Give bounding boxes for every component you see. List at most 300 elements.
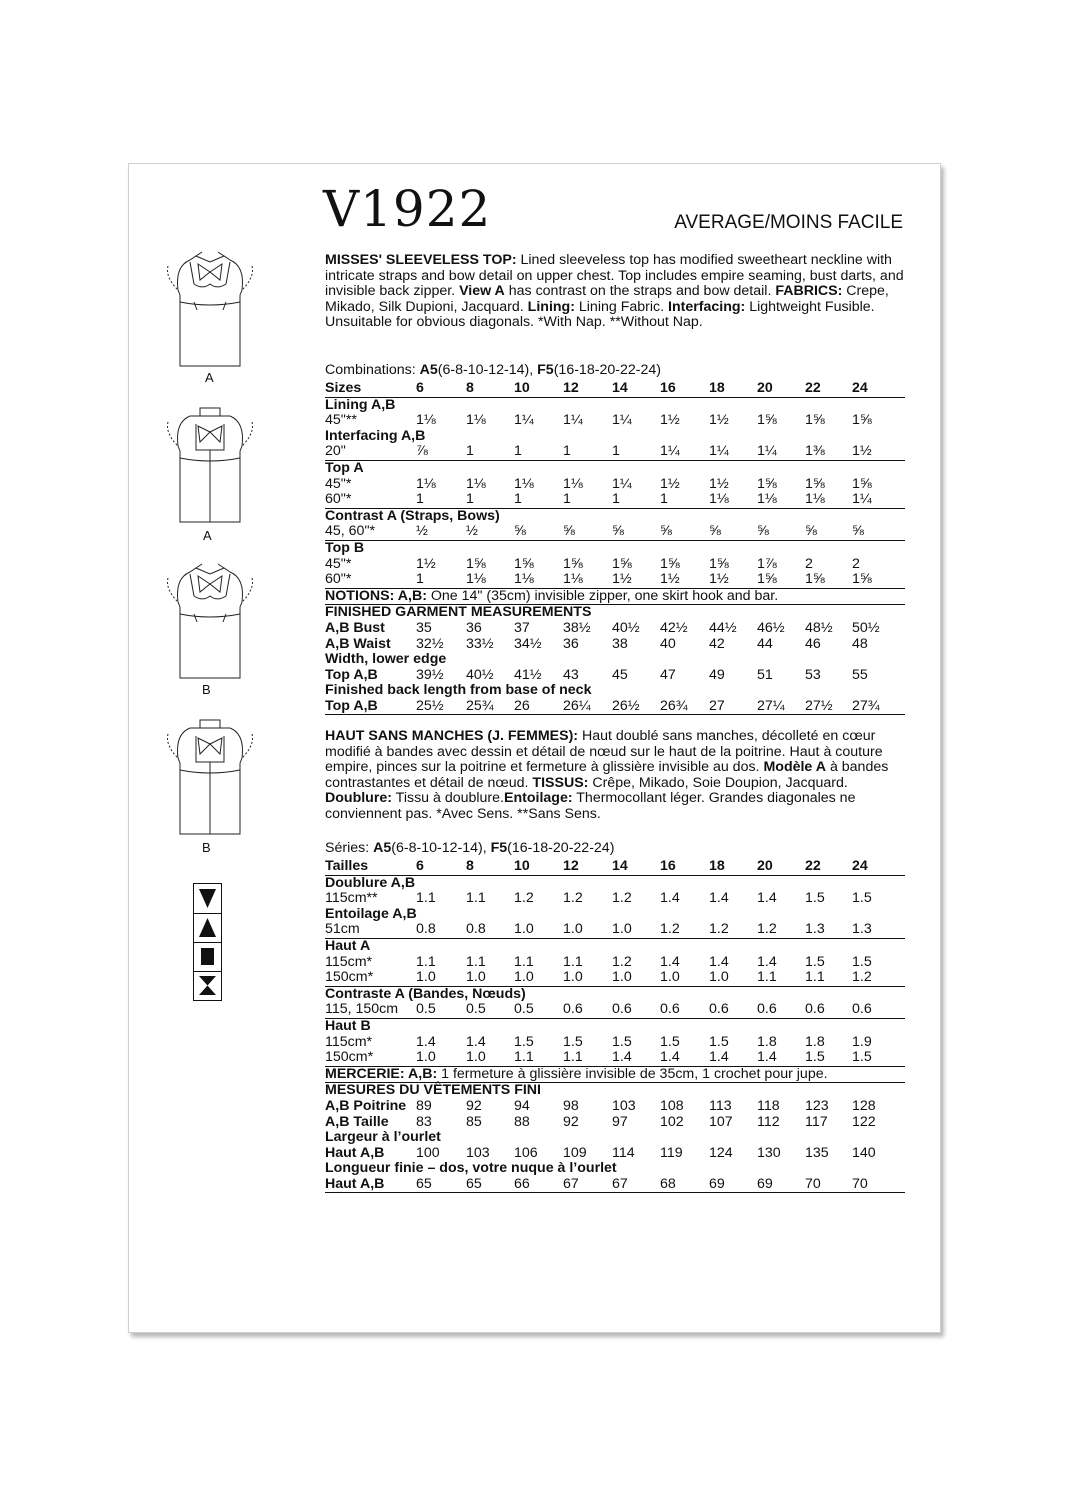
table-cell: 108: [660, 1097, 684, 1114]
table-cell: 1¼: [612, 475, 632, 492]
table-cell: 1.5: [612, 1033, 632, 1050]
view-a-label: Modèle A: [763, 759, 826, 776]
desc-text: Lined sleeveless top has modified sweetheart neckline with intricate straps and bow detail on upper chest. Top includes empire seaming, bust darts, and invisible back zipper.: [325, 252, 904, 300]
measurements-title: MESURES DU VÊTEMENTS FINI: [325, 1082, 905, 1099]
table-cell: 26: [514, 697, 530, 714]
size-header-cell: 6: [416, 380, 424, 396]
table-cell: 49: [709, 666, 725, 683]
table-row: [325, 557, 905, 573]
view-a-text: à bandes contrastantes et détail de nœud.: [325, 759, 889, 791]
table-cell: 1½: [709, 412, 729, 429]
table-cell: 1.2: [612, 953, 632, 970]
table-cell: 1⅛: [466, 571, 486, 588]
measurement-subtitle: Finished back length from base of neck: [325, 682, 592, 699]
table-cell: 1⅜: [805, 443, 825, 460]
table-cell: 1⅛: [514, 571, 534, 588]
table-cell: 1.4: [709, 953, 729, 970]
view-a-text: has contrast on the straps and bow detail.: [504, 283, 776, 300]
notions-line: [325, 588, 905, 605]
table-end-rule: [325, 1192, 905, 1193]
row-label: 115, 150cm: [325, 1001, 399, 1018]
table-cell: 92: [563, 1113, 579, 1130]
table-cell: 1.5: [563, 1033, 583, 1050]
table-cell: 1.2: [852, 969, 872, 986]
table-cell: 1⅝: [660, 555, 680, 572]
table-cell: 27¾: [852, 697, 880, 714]
table-cell: 103: [612, 1097, 636, 1114]
table-cell: 1⅝: [852, 571, 872, 588]
table-cell: 1.0: [563, 969, 583, 986]
row-label: 115cm*: [325, 953, 373, 970]
measurements-title: FINISHED GARMENT MEASUREMENTS: [325, 604, 905, 621]
size-header-cell: 20: [757, 380, 773, 396]
fabric-group-title: Contrast A (Straps, Bows): [325, 508, 905, 525]
table-cell: 1.0: [514, 921, 534, 938]
table-cell: 119: [660, 1144, 683, 1161]
table-row: [325, 891, 905, 907]
table-cell: 1.4: [757, 953, 777, 970]
table-cell: 107: [709, 1113, 733, 1130]
table-cell: 40½: [612, 619, 640, 636]
comb-a: A5: [419, 362, 438, 378]
table-cell: 1.4: [660, 890, 680, 907]
desc-title: HAUT SANS MANCHES (J. FEMMES):: [325, 728, 579, 744]
table-cell: 1: [563, 491, 571, 508]
table-cell: 1½: [709, 475, 729, 492]
table-cell: 1⅛: [805, 491, 825, 508]
table-cell: 37: [514, 619, 530, 636]
table-cell: 1: [416, 491, 424, 508]
table-cell: 1⅝: [466, 555, 486, 572]
table-cell: 0.6: [709, 1001, 729, 1018]
table-cell: 1.1: [466, 890, 486, 907]
table-cell: 0.6: [805, 1001, 825, 1018]
fabrics-label: TISSUS:: [532, 774, 589, 791]
table-cell: 130: [757, 1144, 781, 1161]
table-cell: 0.5: [514, 1001, 534, 1018]
table-cell: 1.9: [852, 1033, 872, 1050]
table-cell: 66: [514, 1175, 530, 1192]
table-cell: 1.1: [514, 953, 534, 970]
table-cell: 50½: [852, 619, 880, 636]
table-cell: 46½: [757, 619, 785, 636]
table-cell: 70: [805, 1175, 821, 1192]
view-a-front-flat: [160, 250, 260, 390]
row-label: 150cm*: [325, 969, 374, 986]
table-cell: 1.4: [709, 1049, 729, 1066]
table-cell: 1⅝: [852, 412, 872, 429]
table-cell: ½: [466, 523, 478, 540]
table-cell: ⅝: [757, 523, 769, 540]
table-cell: 34½: [514, 635, 542, 652]
size-header-cell: 24: [852, 380, 868, 396]
size-header-cell: 12: [563, 380, 579, 396]
table-cell: 113: [709, 1097, 732, 1114]
top-back-drawing: [160, 406, 260, 526]
fabric-group-title: Contraste A (Bandes, Nœuds): [325, 986, 905, 1003]
table-row: [325, 572, 905, 588]
table-cell: 1.4: [466, 1033, 486, 1050]
comb-a: A5: [373, 840, 392, 856]
table-cell: 65: [466, 1175, 482, 1192]
table-row: [325, 668, 905, 684]
table-cell: 1.4: [416, 1033, 436, 1050]
notions-label: MERCERIE: A,B:: [325, 1065, 438, 1082]
table-cell: ⅝: [563, 523, 575, 540]
interfacing-label: Entoilage:: [504, 790, 573, 807]
table-cell: 45: [612, 666, 628, 683]
table-cell: 38: [612, 635, 628, 652]
table-cell: 1.1: [757, 969, 777, 986]
desc-text: Haut doublé sans manches, décolleté en cœur modifié à bandes avec dessin et détail de nœud sur le haut de la poitrine. Haut à couture empire, pinces sur la poitrine et fermeture à glissière invisible au dos.: [325, 728, 883, 776]
comb-f-sizes: (16-18-20-22-24): [507, 840, 615, 856]
comb-f-sizes: (16-18-20-22-24): [553, 362, 661, 378]
table-cell: 25½: [416, 697, 444, 714]
table-cell: 1½: [416, 555, 436, 572]
table-cell: 92: [466, 1097, 482, 1114]
table-cell: 1.2: [563, 890, 583, 907]
table-cell: 1⅛: [466, 412, 486, 429]
top-front-drawing: [160, 562, 260, 682]
table-cell: 26¾: [660, 697, 688, 714]
table-cell: 0.6: [563, 1001, 583, 1018]
fabric-group-title: Haut A: [325, 938, 905, 955]
fabrics-label: FABRICS:: [775, 283, 843, 300]
table-cell: 26¼: [563, 697, 591, 714]
english-yardage-table: [325, 381, 905, 715]
lining-label: Doublure:: [325, 790, 392, 807]
size-header-cell: 8: [466, 380, 474, 396]
size-header-cell: 14: [612, 380, 628, 396]
french-yardage-table: [325, 859, 905, 1193]
table-cell: 1.4: [757, 890, 777, 907]
table-cell: 1.0: [612, 969, 632, 986]
desc-title: MISSES' SLEEVELESS TOP:: [325, 252, 517, 268]
table-cell: 1⅛: [709, 491, 729, 508]
difficulty-level: AVERAGE/MOINS FACILE: [674, 212, 903, 233]
comb-f: F5: [490, 840, 508, 856]
measurement-subtitle: Longueur finie – dos, votre nuque à l’ourlet: [325, 1160, 617, 1177]
sizes-label: Tailles: [325, 858, 369, 874]
size-header-cell: 14: [612, 858, 628, 874]
table-cell: 1.1: [416, 953, 436, 970]
table-row: [325, 1146, 905, 1162]
table-cell: ⅝: [709, 523, 721, 540]
triangle-up-icon: [194, 913, 221, 943]
table-cell: 1.5: [852, 890, 872, 907]
table-cell: 1⅝: [805, 412, 825, 429]
table-cell: 26½: [612, 697, 640, 714]
table-row: [325, 1115, 905, 1131]
size-header-cell: 20: [757, 858, 773, 874]
row-label: 150cm*: [325, 1049, 374, 1066]
table-cell: 124: [709, 1144, 733, 1161]
table-cell: 35: [416, 619, 432, 636]
table-cell: 128: [852, 1097, 876, 1114]
table-cell: 94: [514, 1097, 530, 1114]
row-label: Top A,B: [325, 697, 378, 714]
table-cell: 118: [757, 1097, 780, 1114]
table-cell: 1.4: [660, 1049, 680, 1066]
table-cell: 1.0: [612, 921, 632, 938]
table-cell: 1.5: [805, 890, 825, 907]
table-cell: 1.5: [514, 1033, 534, 1050]
table-cell: 53: [805, 666, 821, 683]
fabrics-text: Crepe, Mikado, Silk Dupioni, Jacquard.: [325, 283, 889, 315]
table-cell: 40: [660, 635, 676, 652]
table-row: [325, 1177, 905, 1193]
table-cell: 114: [612, 1144, 635, 1161]
lining-text: Lining Fabric.: [574, 298, 669, 315]
row-label: 45"**: [325, 412, 357, 429]
table-cell: 1¼: [660, 443, 680, 460]
table-cell: 27½: [805, 697, 833, 714]
pattern-number: V1922: [323, 180, 492, 238]
fabric-group-title: Lining A,B: [325, 396, 396, 413]
table-cell: 100: [416, 1144, 440, 1161]
table-cell: 85: [466, 1113, 482, 1130]
size-header-cell: 18: [709, 380, 725, 396]
table-cell: 33½: [466, 635, 494, 652]
comb-prefix: Combinations:: [325, 362, 420, 378]
table-cell: 1: [563, 443, 571, 460]
table-cell: 1⅝: [805, 571, 825, 588]
table-cell: 1⅝: [514, 555, 534, 572]
row-label: Top A,B: [325, 666, 378, 683]
table-cell: 98: [563, 1097, 579, 1114]
table-cell: 1⅝: [757, 475, 777, 492]
table-cell: 1.8: [805, 1033, 825, 1050]
table-cell: 48½: [805, 619, 833, 636]
square-icon: [194, 942, 221, 972]
table-cell: 1.0: [709, 969, 729, 986]
table-cell: 1.1: [563, 953, 583, 970]
row-label: 60"*: [325, 491, 352, 508]
triangle-down-icon: [194, 884, 221, 914]
sizes-label: Sizes: [325, 380, 362, 396]
table-cell: 1¼: [612, 412, 632, 429]
row-label: 45"*: [325, 555, 352, 572]
table-cell: 1: [612, 491, 620, 508]
table-cell: 1½: [660, 571, 680, 588]
table-cell: 123: [805, 1097, 829, 1114]
table-cell: 1⅛: [466, 475, 486, 492]
row-label: 45, 60"*: [325, 523, 376, 540]
row-label: 51cm: [325, 921, 360, 938]
table-cell: 112: [757, 1113, 780, 1130]
table-cell: 1: [416, 571, 424, 588]
table-row: [325, 492, 905, 508]
table-cell: 117: [805, 1113, 828, 1130]
table-cell: 1½: [612, 571, 632, 588]
english-description: [325, 253, 905, 331]
table-cell: 0.8: [466, 921, 486, 938]
row-label: A,B Poitrine: [325, 1097, 407, 1114]
table-cell: 1.5: [660, 1033, 680, 1050]
table-end-rule: [325, 714, 905, 715]
top-front-drawing: [160, 250, 260, 370]
view-a-label: View A: [459, 283, 505, 300]
view-a-back-flat: [160, 406, 260, 546]
table-cell: 89: [416, 1097, 432, 1114]
size-header-cell: 22: [805, 380, 821, 396]
row-label: Haut A,B: [325, 1144, 385, 1161]
table-cell: 1¼: [852, 491, 872, 508]
comb-a-sizes: (6-8-10-12-14),: [391, 840, 491, 856]
table-cell: ⅝: [852, 523, 864, 540]
fabric-group-title: Haut B: [325, 1018, 905, 1035]
figure-label: A: [205, 370, 214, 385]
table-cell: 1.1: [805, 969, 825, 986]
table-cell: 1⅛: [757, 491, 777, 508]
notions-text: One 14" (35cm) invisible zipper, one skirt hook and bar.: [426, 587, 779, 604]
table-cell: 42½: [660, 619, 688, 636]
measurement-subtitle: Largeur à l’ourlet: [325, 1129, 441, 1146]
table-cell: 1.2: [514, 890, 534, 907]
top-back-drawing: [160, 718, 260, 838]
table-cell: 1½: [660, 475, 680, 492]
combinations-line: [325, 362, 661, 378]
table-cell: 1: [514, 443, 522, 460]
row-label: 60"*: [325, 571, 352, 588]
row-label: A,B Waist: [325, 635, 391, 652]
table-cell: 1.0: [416, 969, 436, 986]
table-cell: 41½: [514, 666, 542, 683]
table-cell: 36: [466, 619, 482, 636]
table-cell: ⅝: [805, 523, 817, 540]
sizes-header: [325, 859, 905, 876]
table-cell: 43: [563, 666, 579, 683]
table-cell: 1.4: [612, 1049, 632, 1066]
table-row: [325, 637, 905, 653]
fabric-group-title: Interfacing A,B: [325, 427, 426, 444]
table-cell: 1.5: [709, 1033, 729, 1050]
table-cell: 0.6: [757, 1001, 777, 1018]
table-cell: 1.5: [852, 953, 872, 970]
table-cell: ⅝: [660, 523, 672, 540]
table-cell: 1: [466, 491, 474, 508]
table-cell: 1.2: [612, 890, 632, 907]
table-cell: 106: [514, 1144, 538, 1161]
table-cell: 69: [709, 1175, 725, 1192]
table-cell: 1: [514, 491, 522, 508]
table-cell: 39½: [416, 666, 444, 683]
table-cell: 69: [757, 1175, 773, 1192]
interfacing-text: Thermocollant léger. Grandes diagonales ne conviennent pas. *Avec Sens. **Sans Sens.: [325, 790, 856, 822]
table-cell: 51: [757, 666, 773, 683]
table-cell: 102: [660, 1113, 684, 1130]
table-row: [325, 1050, 905, 1066]
table-cell: 1⅛: [514, 475, 534, 492]
notions-line: [325, 1066, 905, 1083]
table-cell: 1.1: [514, 1049, 534, 1066]
table-cell: 2: [852, 555, 860, 572]
table-cell: 1⅝: [757, 412, 777, 429]
table-row: [325, 955, 905, 971]
comb-f: F5: [537, 362, 554, 378]
table-cell: 1.0: [466, 1049, 486, 1066]
view-b-front-flat: [160, 562, 260, 702]
comb-prefix: Séries:: [325, 840, 374, 856]
table-cell: 122: [852, 1113, 876, 1130]
table-cell: 42: [709, 635, 725, 652]
table-cell: 1⅞: [757, 555, 777, 572]
series-line: [325, 840, 614, 856]
fabric-group-title: Top B: [325, 540, 905, 557]
table-cell: 47: [660, 666, 676, 683]
hourglass-icon: [194, 971, 221, 1000]
table-cell: 25¾: [466, 697, 494, 714]
table-cell: 97: [612, 1113, 628, 1130]
table-cell: 46: [805, 635, 821, 652]
fabrics-text: Crêpe, Mikado, Soie Doupion, Jacquard.: [588, 774, 848, 791]
size-header-cell: 6: [416, 858, 424, 874]
table-cell: 1½: [660, 412, 680, 429]
table-cell: ⅞: [416, 443, 428, 460]
measurement-subtitle: Width, lower edge: [325, 651, 447, 668]
table-cell: 1.0: [514, 969, 534, 986]
table-cell: 1⅝: [852, 475, 872, 492]
size-header-cell: 22: [805, 858, 821, 874]
layout-symbols: [193, 883, 222, 1001]
table-row: [325, 524, 905, 540]
size-header-cell: 24: [852, 858, 868, 874]
table-cell: 1.0: [660, 969, 680, 986]
table-cell: 1.4: [757, 1049, 777, 1066]
size-header-cell: 10: [514, 858, 530, 874]
table-row: [325, 1002, 905, 1018]
size-header-cell: 16: [660, 858, 676, 874]
size-header-cell: 8: [466, 858, 474, 874]
table-cell: 0.5: [466, 1001, 486, 1018]
size-header-cell: 12: [563, 858, 579, 874]
table-cell: 1.0: [466, 969, 486, 986]
table-cell: 0.6: [612, 1001, 632, 1018]
table-cell: 44½: [709, 619, 737, 636]
table-cell: 1: [466, 443, 474, 460]
table-cell: 1.2: [709, 921, 729, 938]
french-description: [325, 729, 905, 823]
table-cell: 1½: [709, 571, 729, 588]
table-cell: 1.1: [563, 1049, 583, 1066]
table-cell: 40½: [466, 666, 494, 683]
notions-label: NOTIONS: A,B:: [325, 587, 427, 604]
table-cell: 1⅛: [563, 571, 583, 588]
table-cell: 109: [563, 1144, 587, 1161]
table-cell: ⅝: [612, 523, 624, 540]
table-row: [325, 1099, 905, 1115]
row-label: 115cm**: [325, 890, 378, 907]
table-cell: 1⅝: [709, 555, 729, 572]
table-cell: 1.1: [466, 953, 486, 970]
table-cell: 140: [852, 1144, 876, 1161]
table-cell: 1⅝: [563, 555, 583, 572]
table-cell: 1½: [852, 443, 872, 460]
table-cell: 0.5: [416, 1001, 436, 1018]
lining-text: Tissu à doublure.: [392, 790, 504, 807]
interfacing-label: Interfacing:: [668, 298, 746, 315]
table-cell: 1.2: [660, 921, 680, 938]
table-cell: 55: [852, 666, 868, 683]
size-header-cell: 16: [660, 380, 676, 396]
table-cell: 0.8: [416, 921, 436, 938]
fabric-group-title: Entoilage A,B: [325, 905, 417, 922]
table-cell: 1.1: [416, 890, 436, 907]
table-cell: 1.4: [660, 953, 680, 970]
table-cell: 38½: [563, 619, 591, 636]
table-cell: 1.5: [805, 1049, 825, 1066]
row-label: A,B Bust: [325, 619, 385, 636]
